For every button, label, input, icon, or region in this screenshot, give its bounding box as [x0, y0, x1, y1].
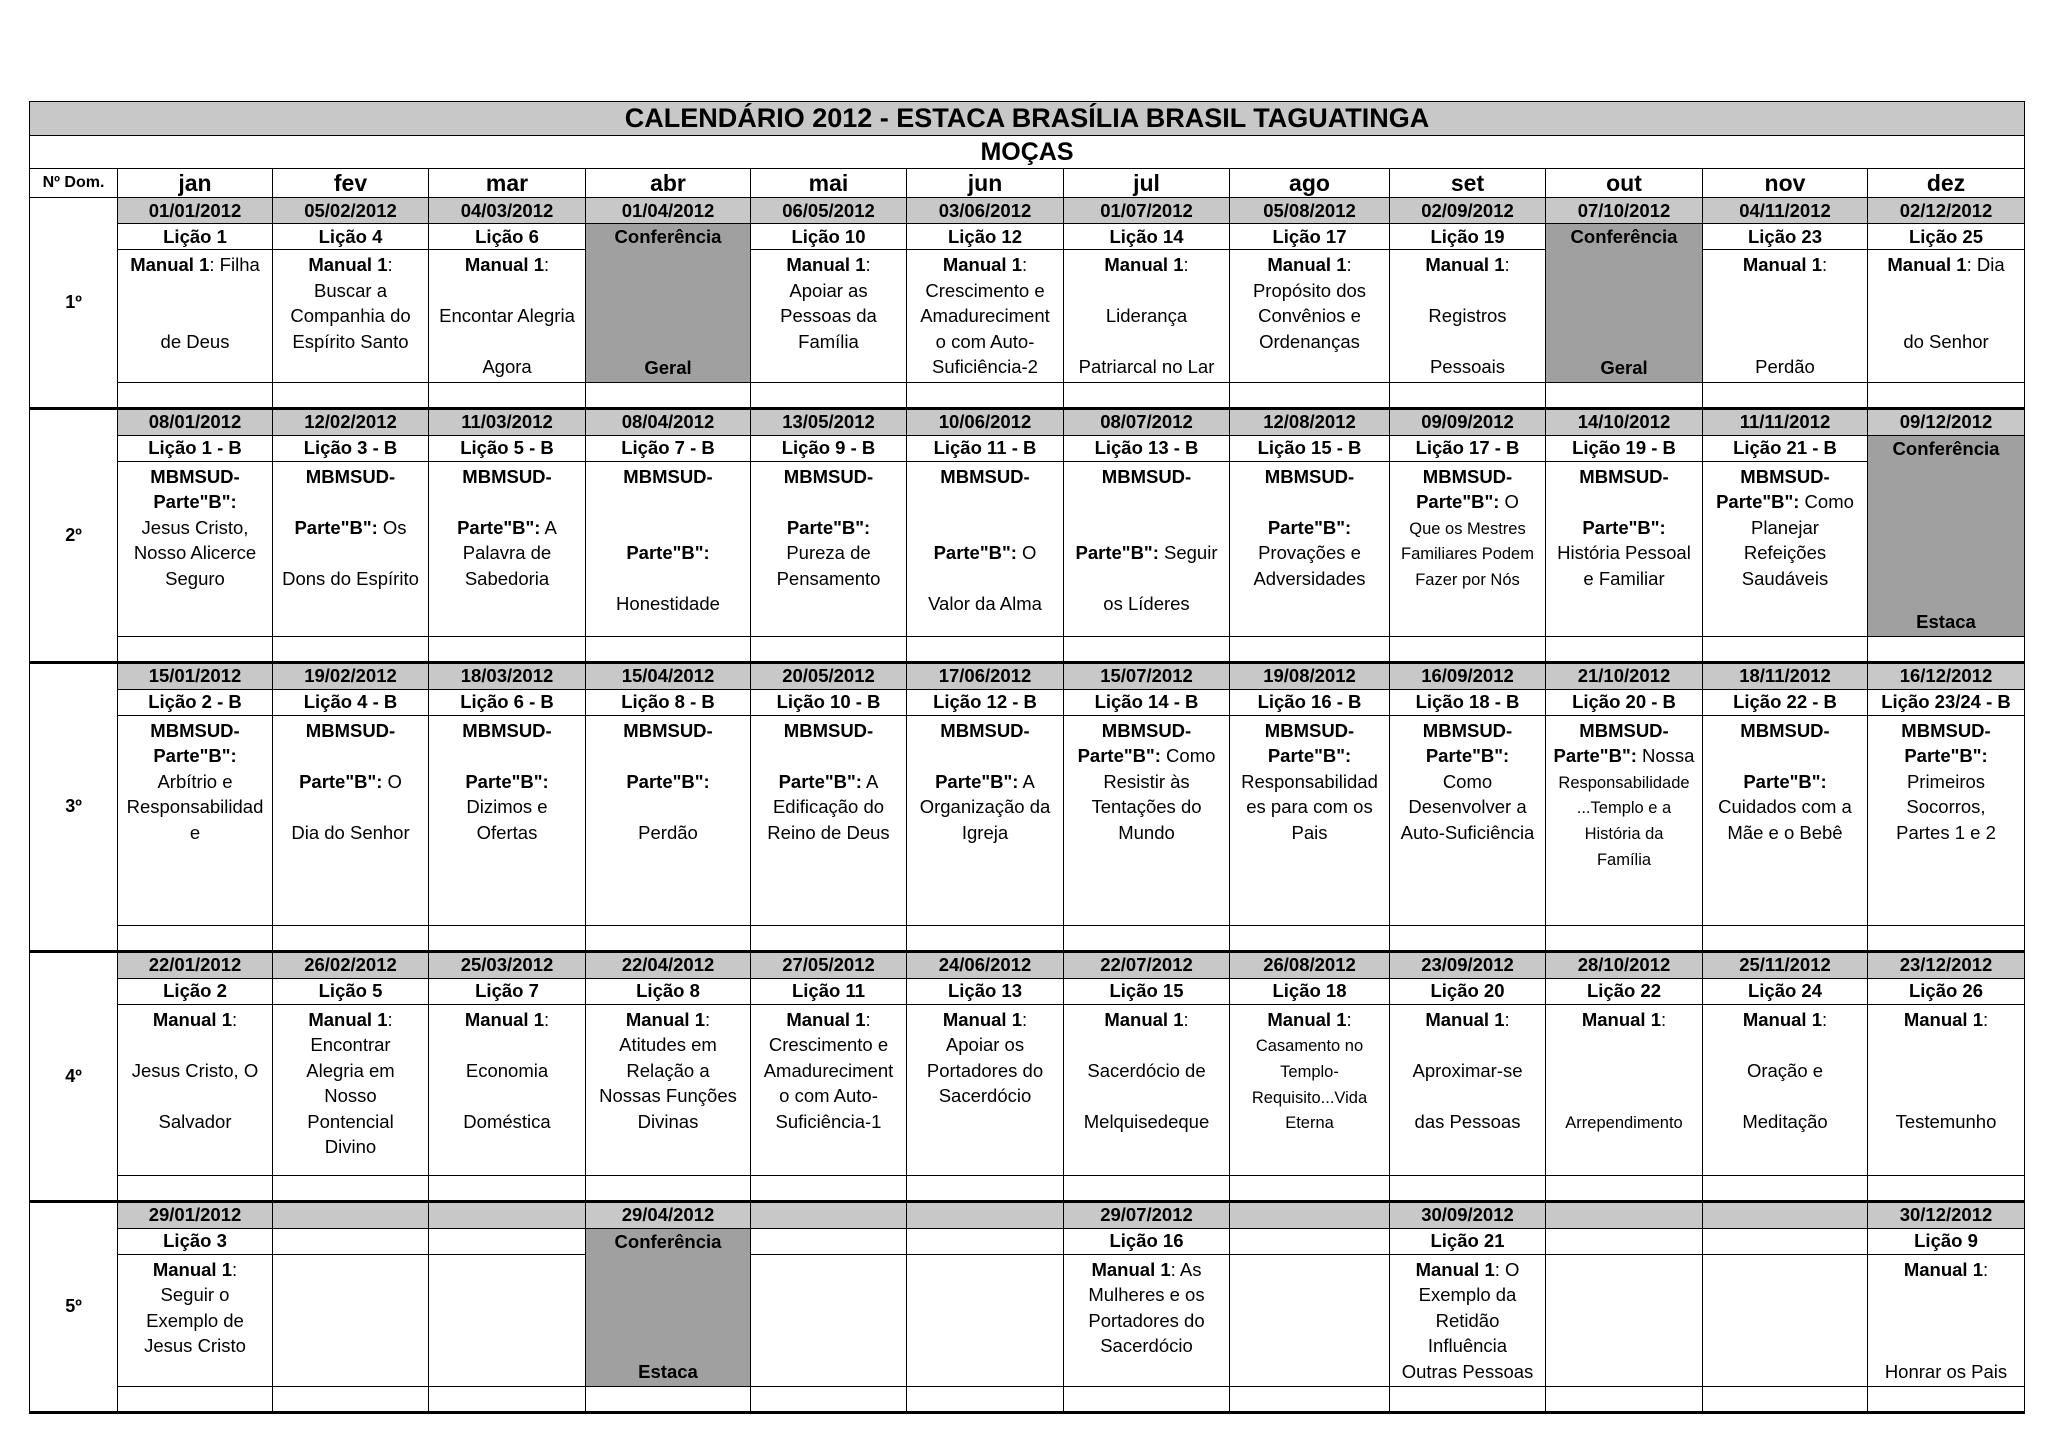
- lesson-cell: Lição 1 - B: [118, 435, 273, 461]
- date-cell: 26/08/2012: [1230, 951, 1390, 978]
- lesson-topic-cell: Manual 1: Liderança Patriarcal no Lar: [1064, 250, 1230, 383]
- lesson-topic-cell: MBMSUD- Parte"B": O Que os Mestres Familiares Podem Fazer por Nós: [1390, 461, 1546, 636]
- lesson-topic-cell: MBMSUD- Parte"B": A Organização da Igreja: [907, 715, 1064, 925]
- lesson-topic-cell: Manual 1: Aproximar-se das Pessoas: [1390, 1004, 1546, 1175]
- blank-cell: [273, 382, 429, 408]
- conference-cell: [586, 1228, 751, 1387]
- date-cell: 22/04/2012: [586, 951, 751, 978]
- lesson-topic-cell: Manual 1: Crescimento e Amadureciment o com Auto- Suficiência-1: [751, 1004, 907, 1175]
- blank-cell: [429, 1387, 586, 1413]
- blank-cell: [1390, 636, 1546, 662]
- lesson-cell: Lição 8: [586, 978, 751, 1004]
- lesson-cell: Lição 25: [1868, 224, 2025, 250]
- date-cell: 08/01/2012: [118, 408, 273, 435]
- lesson-topic-cell: MBMSUD- Parte"B": Arbítrio e Responsabilidad e: [118, 715, 273, 925]
- lesson-cell: Lição 4 - B: [273, 689, 429, 715]
- date-cell: 05/08/2012: [1230, 198, 1390, 224]
- blank-cell: [586, 925, 751, 951]
- lesson-cell: Lição 22: [1546, 978, 1703, 1004]
- date-cell: 15/04/2012: [586, 662, 751, 689]
- date-cell: [429, 1201, 586, 1228]
- lesson-cell: Lição 14 - B: [1064, 689, 1230, 715]
- lesson-topic-cell: MBMSUD- Parte"B": Cuidados com a Mãe e o Bebê: [1703, 715, 1868, 925]
- lesson-cell: Lição 26: [1868, 978, 2025, 1004]
- date-cell: 05/02/2012: [273, 198, 429, 224]
- date-cell: 08/07/2012: [1064, 408, 1230, 435]
- date-cell: 20/05/2012: [751, 662, 907, 689]
- lesson-topic-cell: MBMSUD- Parte"B": Provações e Adversidades: [1230, 461, 1390, 636]
- date-cell: 03/06/2012: [907, 198, 1064, 224]
- lesson-cell: Lição 11 - B: [907, 435, 1064, 461]
- date-cell: [1703, 1201, 1868, 1228]
- date-cell: 11/03/2012: [429, 408, 586, 435]
- date-cell: 25/03/2012: [429, 951, 586, 978]
- date-cell: 01/01/2012: [118, 198, 273, 224]
- lesson-cell: Lição 10 - B: [751, 689, 907, 715]
- lesson-topic-cell: MBMSUD- Parte"B": Os Dons do Espírito: [273, 461, 429, 636]
- date-cell: 30/12/2012: [1868, 1201, 2025, 1228]
- blank-cell: [1064, 925, 1230, 951]
- lesson-cell: [1546, 1228, 1703, 1254]
- lesson-cell: Lição 20 - B: [1546, 689, 1703, 715]
- lesson-topic-cell: MBMSUD- Parte"B": Pureza de Pensamento: [751, 461, 907, 636]
- lesson-cell: Lição 1: [118, 224, 273, 250]
- date-cell: 23/12/2012: [1868, 951, 2025, 978]
- blank-cell: [751, 925, 907, 951]
- date-cell: 23/09/2012: [1390, 951, 1546, 978]
- lesson-cell: Lição 21 - B: [1703, 435, 1868, 461]
- lesson-topic-cell: MBMSUD- Parte"B": Primeiros Socorros, Partes 1 e 2: [1868, 715, 2025, 925]
- conference-cell: [1546, 224, 1703, 383]
- lesson-cell: Lição 23/24 - B: [1868, 689, 2025, 715]
- date-cell: 18/11/2012: [1703, 662, 1868, 689]
- lesson-topic-cell: Manual 1: Filha de Deus: [118, 250, 273, 383]
- date-cell: 17/06/2012: [907, 662, 1064, 689]
- lesson-topic-cell: Manual 1: Arrependimento: [1546, 1004, 1703, 1175]
- date-cell: 02/12/2012: [1868, 198, 2025, 224]
- lesson-cell: Lição 20: [1390, 978, 1546, 1004]
- blank-cell: [1546, 382, 1703, 408]
- conference-type-label: Estaca: [1916, 610, 1976, 632]
- blank-cell: [118, 382, 273, 408]
- lesson-cell: Lição 5: [273, 978, 429, 1004]
- lesson-topic-cell: MBMSUD- Parte"B": Nossa Responsabilidade ...Templo e a História da Família: [1546, 715, 1703, 925]
- date-cell: 13/05/2012: [751, 408, 907, 435]
- lesson-cell: Lição 14: [1064, 224, 1230, 250]
- date-cell: [907, 1201, 1064, 1228]
- blank-cell: [1390, 925, 1546, 951]
- date-cell: 27/05/2012: [751, 951, 907, 978]
- lesson-topic-cell: Manual 1: Buscar a Companhia do Espírito Santo: [273, 250, 429, 383]
- blank-cell: [1868, 382, 2025, 408]
- lesson-cell: Lição 15 - B: [1230, 435, 1390, 461]
- date-cell: 29/07/2012: [1064, 1201, 1230, 1228]
- date-cell: 18/03/2012: [429, 662, 586, 689]
- conference-label: Conferência: [614, 1230, 722, 1252]
- blank-cell: [1064, 1175, 1230, 1201]
- blank-cell: [118, 1387, 273, 1413]
- blank-cell: [429, 382, 586, 408]
- date-cell: 15/01/2012: [118, 662, 273, 689]
- calendar-subtitle: MOÇAS: [30, 136, 2025, 169]
- blank-cell: [118, 1175, 273, 1201]
- date-cell: [1230, 1201, 1390, 1228]
- lesson-topic-cell: MBMSUD- Parte"B": Honestidade: [586, 461, 751, 636]
- lesson-topic-cell: Manual 1: O Exemplo da Retidão Influência Outras Pessoas: [1390, 1254, 1546, 1387]
- date-cell: 08/04/2012: [586, 408, 751, 435]
- lesson-topic-cell: [751, 1254, 907, 1387]
- lesson-cell: [429, 1228, 586, 1254]
- conference-label: Conferência: [1892, 437, 2000, 459]
- lesson-topic-cell: Manual 1: Crescimento e Amadureciment o com Auto- Suficiência-2: [907, 250, 1064, 383]
- lesson-topic-cell: Manual 1: Sacerdócio de Melquisedeque: [1064, 1004, 1230, 1175]
- blank-cell: [751, 1175, 907, 1201]
- lesson-cell: [273, 1228, 429, 1254]
- lesson-topic-cell: Manual 1: Oração e Meditação: [1703, 1004, 1868, 1175]
- blank-cell: [1546, 925, 1703, 951]
- date-cell: 14/10/2012: [1546, 408, 1703, 435]
- lesson-topic-cell: MBMSUD- Parte"B": Como Desenvolver a Auto-Suficiência: [1390, 715, 1546, 925]
- conference-type-label: Geral: [1600, 356, 1648, 378]
- lesson-cell: Lição 3 - B: [273, 435, 429, 461]
- lesson-topic-cell: Manual 1: Encontrar Alegria em Nosso Pontencial Divino: [273, 1004, 429, 1175]
- blank-cell: [586, 382, 751, 408]
- calendar-title: CALENDÁRIO 2012 - ESTACA BRASÍLIA BRASIL TAGUATINGA: [30, 102, 2025, 136]
- lesson-topic-cell: Manual 1: Jesus Cristo, O Salvador: [118, 1004, 273, 1175]
- lesson-cell: Lição 21: [1390, 1228, 1546, 1254]
- date-cell: 12/08/2012: [1230, 408, 1390, 435]
- date-cell: 15/07/2012: [1064, 662, 1230, 689]
- lesson-topic-cell: MBMSUD- Parte"B": Como Resistir às Tentações do Mundo: [1064, 715, 1230, 925]
- date-cell: 19/08/2012: [1230, 662, 1390, 689]
- blank-cell: [586, 1175, 751, 1201]
- date-cell: 04/11/2012: [1703, 198, 1868, 224]
- lesson-cell: Lição 19 - B: [1546, 435, 1703, 461]
- week-number: 4º: [30, 951, 118, 1201]
- lesson-cell: Lição 19: [1390, 224, 1546, 250]
- lesson-topic-cell: [1546, 1254, 1703, 1387]
- lesson-cell: Lição 15: [1064, 978, 1230, 1004]
- date-cell: 30/09/2012: [1390, 1201, 1546, 1228]
- month-header-fev: fev: [273, 169, 429, 198]
- month-header-jul: jul: [1064, 169, 1230, 198]
- blank-cell: [1868, 1387, 2025, 1413]
- lesson-topic-cell: [1230, 1254, 1390, 1387]
- conference-type-label: Estaca: [638, 1361, 698, 1383]
- lesson-topic-cell: Manual 1: Propósito dos Convênios e Ordenanças: [1230, 250, 1390, 383]
- date-cell: 24/06/2012: [907, 951, 1064, 978]
- calendar-table: [29, 101, 2025, 1414]
- date-cell: 29/01/2012: [118, 1201, 273, 1228]
- date-cell: 09/09/2012: [1390, 408, 1546, 435]
- blank-cell: [907, 1175, 1064, 1201]
- blank-cell: [907, 382, 1064, 408]
- lesson-topic-cell: [1703, 1254, 1868, 1387]
- lesson-topic-cell: MBMSUD- Parte"B": Como Planejar Refeições Saudáveis: [1703, 461, 1868, 636]
- blank-cell: [1546, 1387, 1703, 1413]
- lesson-cell: Lição 22 - B: [1703, 689, 1868, 715]
- blank-cell: [1230, 1387, 1390, 1413]
- blank-cell: [1064, 636, 1230, 662]
- date-cell: 28/10/2012: [1546, 951, 1703, 978]
- lesson-topic-cell: MBMSUD- Parte"B": Seguir os Líderes: [1064, 461, 1230, 636]
- month-header-abr: abr: [586, 169, 751, 198]
- lesson-cell: Lição 6: [429, 224, 586, 250]
- lesson-topic-cell: Manual 1: Apoiar os Portadores do Sacerdócio: [907, 1004, 1064, 1175]
- date-cell: 25/11/2012: [1703, 951, 1868, 978]
- lesson-cell: Lição 13 - B: [1064, 435, 1230, 461]
- lesson-topic-cell: Manual 1: Dia do Senhor: [1868, 250, 2025, 383]
- calendar-sheet: [29, 101, 2025, 1414]
- lesson-cell: Lição 10: [751, 224, 907, 250]
- lesson-topic-cell: MBMSUD- Parte"B": A Edificação do Reino de Deus: [751, 715, 907, 925]
- lesson-cell: Lição 2: [118, 978, 273, 1004]
- conference-label: Conferência: [614, 226, 722, 247]
- blank-cell: [1230, 925, 1390, 951]
- date-cell: [273, 1201, 429, 1228]
- lesson-topic-cell: Manual 1: Honrar os Pais: [1868, 1254, 2025, 1387]
- lesson-topic-cell: MBMSUD- Parte"B": Dizimos e Ofertas: [429, 715, 586, 925]
- blank-cell: [429, 1175, 586, 1201]
- lesson-topic-cell: Manual 1: Atitudes em Relação a Nossas Funções Divinas: [586, 1004, 751, 1175]
- lesson-topic-cell: MBMSUD- Parte"B": Jesus Cristo, Nosso Alicerce Seguro: [118, 461, 273, 636]
- month-header-dez: dez: [1868, 169, 2025, 198]
- date-cell: 12/02/2012: [273, 408, 429, 435]
- blank-cell: [586, 636, 751, 662]
- month-header-nov: nov: [1703, 169, 1868, 198]
- month-header-jan: jan: [118, 169, 273, 198]
- week-number: 2º: [30, 408, 118, 662]
- blank-cell: [1064, 1387, 1230, 1413]
- month-header-jun: jun: [907, 169, 1064, 198]
- lesson-cell: Lição 13: [907, 978, 1064, 1004]
- lesson-topic-cell: Manual 1: Encontar Alegria Agora: [429, 250, 586, 383]
- blank-cell: [907, 636, 1064, 662]
- blank-cell: [1390, 1175, 1546, 1201]
- lesson-cell: Lição 16: [1064, 1228, 1230, 1254]
- lesson-cell: Lição 11: [751, 978, 907, 1004]
- lesson-cell: Lição 5 - B: [429, 435, 586, 461]
- blank-cell: [1064, 382, 1230, 408]
- blank-cell: [1230, 1175, 1390, 1201]
- lesson-cell: Lição 18 - B: [1390, 689, 1546, 715]
- month-header-mar: mar: [429, 169, 586, 198]
- lesson-cell: [1703, 1228, 1868, 1254]
- date-cell: 04/03/2012: [429, 198, 586, 224]
- date-cell: 07/10/2012: [1546, 198, 1703, 224]
- blank-cell: [1703, 382, 1868, 408]
- blank-cell: [907, 925, 1064, 951]
- lesson-cell: Lição 2 - B: [118, 689, 273, 715]
- lesson-topic-cell: Manual 1: Casamento no Templo- Requisito...Vida Eterna: [1230, 1004, 1390, 1175]
- lesson-cell: Lição 17: [1230, 224, 1390, 250]
- blank-cell: [429, 636, 586, 662]
- lesson-topic-cell: Manual 1: Seguir o Exemplo de Jesus Cristo: [118, 1254, 273, 1387]
- month-header-out: out: [1546, 169, 1703, 198]
- date-cell: 22/07/2012: [1064, 951, 1230, 978]
- blank-cell: [1703, 925, 1868, 951]
- blank-cell: [1230, 636, 1390, 662]
- lesson-cell: Lição 7: [429, 978, 586, 1004]
- blank-cell: [1546, 636, 1703, 662]
- blank-cell: [1868, 636, 2025, 662]
- lesson-topic-cell: Manual 1: Perdão: [1703, 250, 1868, 383]
- lesson-topic-cell: [273, 1254, 429, 1387]
- conference-label: Conferência: [1570, 226, 1678, 247]
- blank-cell: [1546, 1175, 1703, 1201]
- date-cell: 06/05/2012: [751, 198, 907, 224]
- conference-cell: [586, 224, 751, 383]
- month-header-set: set: [1390, 169, 1546, 198]
- lesson-cell: [751, 1228, 907, 1254]
- lesson-cell: Lição 9 - B: [751, 435, 907, 461]
- conference-cell: [1868, 435, 2025, 636]
- date-cell: [1546, 1201, 1703, 1228]
- blank-cell: [1703, 1175, 1868, 1201]
- date-cell: 16/12/2012: [1868, 662, 2025, 689]
- date-cell: 21/10/2012: [1546, 662, 1703, 689]
- lesson-topic-cell: Manual 1: Economia Doméstica: [429, 1004, 586, 1175]
- lesson-cell: Lição 16 - B: [1230, 689, 1390, 715]
- lesson-cell: [1230, 1228, 1390, 1254]
- lesson-topic-cell: [429, 1254, 586, 1387]
- date-cell: [751, 1201, 907, 1228]
- week-number: 3º: [30, 662, 118, 951]
- month-header-ago: ago: [1230, 169, 1390, 198]
- lesson-topic-cell: MBMSUD- Parte"B": A Palavra de Sabedoria: [429, 461, 586, 636]
- lesson-topic-cell: MBMSUD- Parte"B": O Valor da Alma: [907, 461, 1064, 636]
- date-cell: 01/04/2012: [586, 198, 751, 224]
- lesson-cell: Lição 4: [273, 224, 429, 250]
- conference-type-label: Geral: [644, 356, 692, 378]
- lesson-topic-cell: MBMSUD- Parte"B": O Dia do Senhor: [273, 715, 429, 925]
- date-cell: 10/06/2012: [907, 408, 1064, 435]
- blank-cell: [273, 1387, 429, 1413]
- lesson-topic-cell: MBMSUD- Parte"B": História Pessoal e Familiar: [1546, 461, 1703, 636]
- lesson-cell: Lição 9: [1868, 1228, 2025, 1254]
- date-cell: 01/07/2012: [1064, 198, 1230, 224]
- date-cell: 26/02/2012: [273, 951, 429, 978]
- date-cell: 29/04/2012: [586, 1201, 751, 1228]
- blank-cell: [273, 1175, 429, 1201]
- lesson-topic-cell: MBMSUD- Parte"B": Perdão: [586, 715, 751, 925]
- lesson-cell: Lição 7 - B: [586, 435, 751, 461]
- blank-cell: [751, 1387, 907, 1413]
- date-cell: 22/01/2012: [118, 951, 273, 978]
- blank-cell: [273, 925, 429, 951]
- lesson-topic-cell: [907, 1254, 1064, 1387]
- lesson-topic-cell: Manual 1: Apoiar as Pessoas da Família: [751, 250, 907, 383]
- lesson-topic-cell: MBMSUD- Parte"B": Responsabilidad es para com os Pais: [1230, 715, 1390, 925]
- date-cell: 16/09/2012: [1390, 662, 1546, 689]
- blank-cell: [1230, 382, 1390, 408]
- blank-cell: [586, 1387, 751, 1413]
- lesson-topic-cell: Manual 1: Registros Pessoais: [1390, 250, 1546, 383]
- lesson-cell: Lição 17 - B: [1390, 435, 1546, 461]
- lesson-cell: Lição 3: [118, 1228, 273, 1254]
- date-cell: 02/09/2012: [1390, 198, 1546, 224]
- lesson-cell: Lição 23: [1703, 224, 1868, 250]
- lesson-cell: Lição 6 - B: [429, 689, 586, 715]
- week-number: 5º: [30, 1201, 118, 1413]
- lesson-topic-cell: Manual 1: Testemunho: [1868, 1004, 2025, 1175]
- blank-cell: [1703, 1387, 1868, 1413]
- date-cell: 11/11/2012: [1703, 408, 1868, 435]
- blank-cell: [118, 636, 273, 662]
- blank-cell: [751, 636, 907, 662]
- date-cell: 09/12/2012: [1868, 408, 2025, 435]
- blank-cell: [1390, 1387, 1546, 1413]
- lesson-cell: Lição 24: [1703, 978, 1868, 1004]
- blank-cell: [429, 925, 586, 951]
- blank-cell: [118, 925, 273, 951]
- lesson-cell: [907, 1228, 1064, 1254]
- blank-cell: [1868, 925, 2025, 951]
- blank-cell: [1390, 382, 1546, 408]
- week-number: 1º: [30, 198, 118, 409]
- blank-cell: [273, 636, 429, 662]
- lesson-cell: Lição 12: [907, 224, 1064, 250]
- blank-cell: [1868, 1175, 2025, 1201]
- month-header-mai: mai: [751, 169, 907, 198]
- blank-cell: [751, 382, 907, 408]
- lesson-cell: Lição 8 - B: [586, 689, 751, 715]
- date-cell: 19/02/2012: [273, 662, 429, 689]
- lesson-topic-cell: Manual 1: As Mulheres e os Portadores do Sacerdócio: [1064, 1254, 1230, 1387]
- week-number-header: Nº Dom.: [30, 169, 118, 198]
- lesson-cell: Lição 18: [1230, 978, 1390, 1004]
- lesson-cell: Lição 12 - B: [907, 689, 1064, 715]
- blank-cell: [907, 1387, 1064, 1413]
- blank-cell: [1703, 636, 1868, 662]
